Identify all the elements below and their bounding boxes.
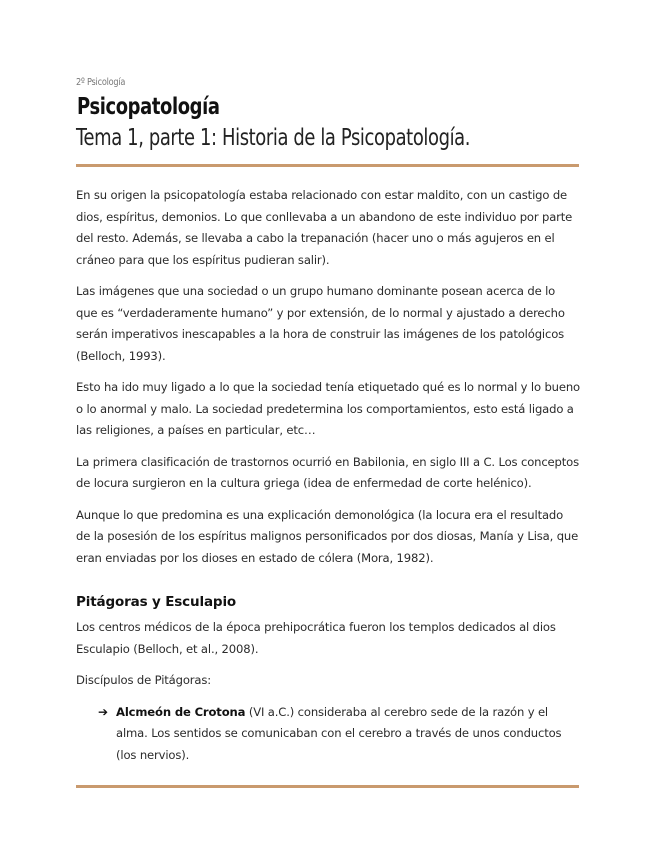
document-body (76, 185, 580, 766)
header-divider (76, 164, 579, 167)
document-subtitle: Tema 1, parte 1: Historia de la Psicopatología. (76, 125, 471, 151)
paragraph: Esto ha ido muy ligado a lo que la sociedad tenía etiquetado qué es lo normal y lo bueno o lo anormal y malo. La sociedad predetermina los comportamientos, esto está ligado a las religiones, a países en particular, etc… (76, 380, 581, 437)
disciples-label: Discípulos de Pitágoras: (76, 673, 211, 687)
bullet-name: Alcmeón de Crotona (116, 704, 246, 719)
arrow-bullet-icon: ➔ (98, 704, 108, 719)
course-label: 2º Psicología (76, 77, 126, 88)
bullet-list (76, 702, 580, 767)
list-item (76, 702, 580, 767)
footer-divider (76, 785, 579, 788)
document-title: Psicopatología (77, 94, 220, 120)
paragraph: Las imágenes que una sociedad o un grupo humano dominante posean acerca de lo que es “verdaderamente humano” y por extensión, de lo normal y ajustado a derecho serán imperativos inescapables a la hora de construir las imágenes de los patológicos (Belloch, 1993). (76, 284, 565, 363)
paragraph: La primera clasificación de trastornos ocurrió en Babilonia, en siglo III a C. Los conceptos de locura surgieron en la cultura griega (idea de enfermedad de corte helénico). (76, 454, 579, 490)
section-heading: Pitágoras y Esculapio (76, 594, 237, 610)
paragraph: En su origen la psicopatología estaba relacionado con estar maldito, con un castigo de dios, espíritus, demonios. Lo que conllevaba a un abandono de este individuo por parte del resto. Además, se llevaba a cabo la trepanación (hacer uno o más agujeros en el cráneo para que los espíritus pudieran salir). (76, 188, 573, 267)
section-intro: Los centros médicos de la época prehipocrática fueron los templos dedicados al dios Esculapio (Belloch, et al., 2008). (76, 620, 556, 656)
bullet-text: (VI a.C.) consideraba al cerebro sede de la razón y el alma. Los sentidos se comunicaban con el cerebro a través de unos conductos (los nervios). (116, 704, 562, 762)
paragraph: Aunque lo que predomina es una explicación demonológica (la locura era el resultado de la posesión de los espíritus malignos personificados por dos diosas, Manía y Lisa, que eran enviadas por los dioses en estado de cólera (Mora, 1982). (76, 507, 579, 565)
